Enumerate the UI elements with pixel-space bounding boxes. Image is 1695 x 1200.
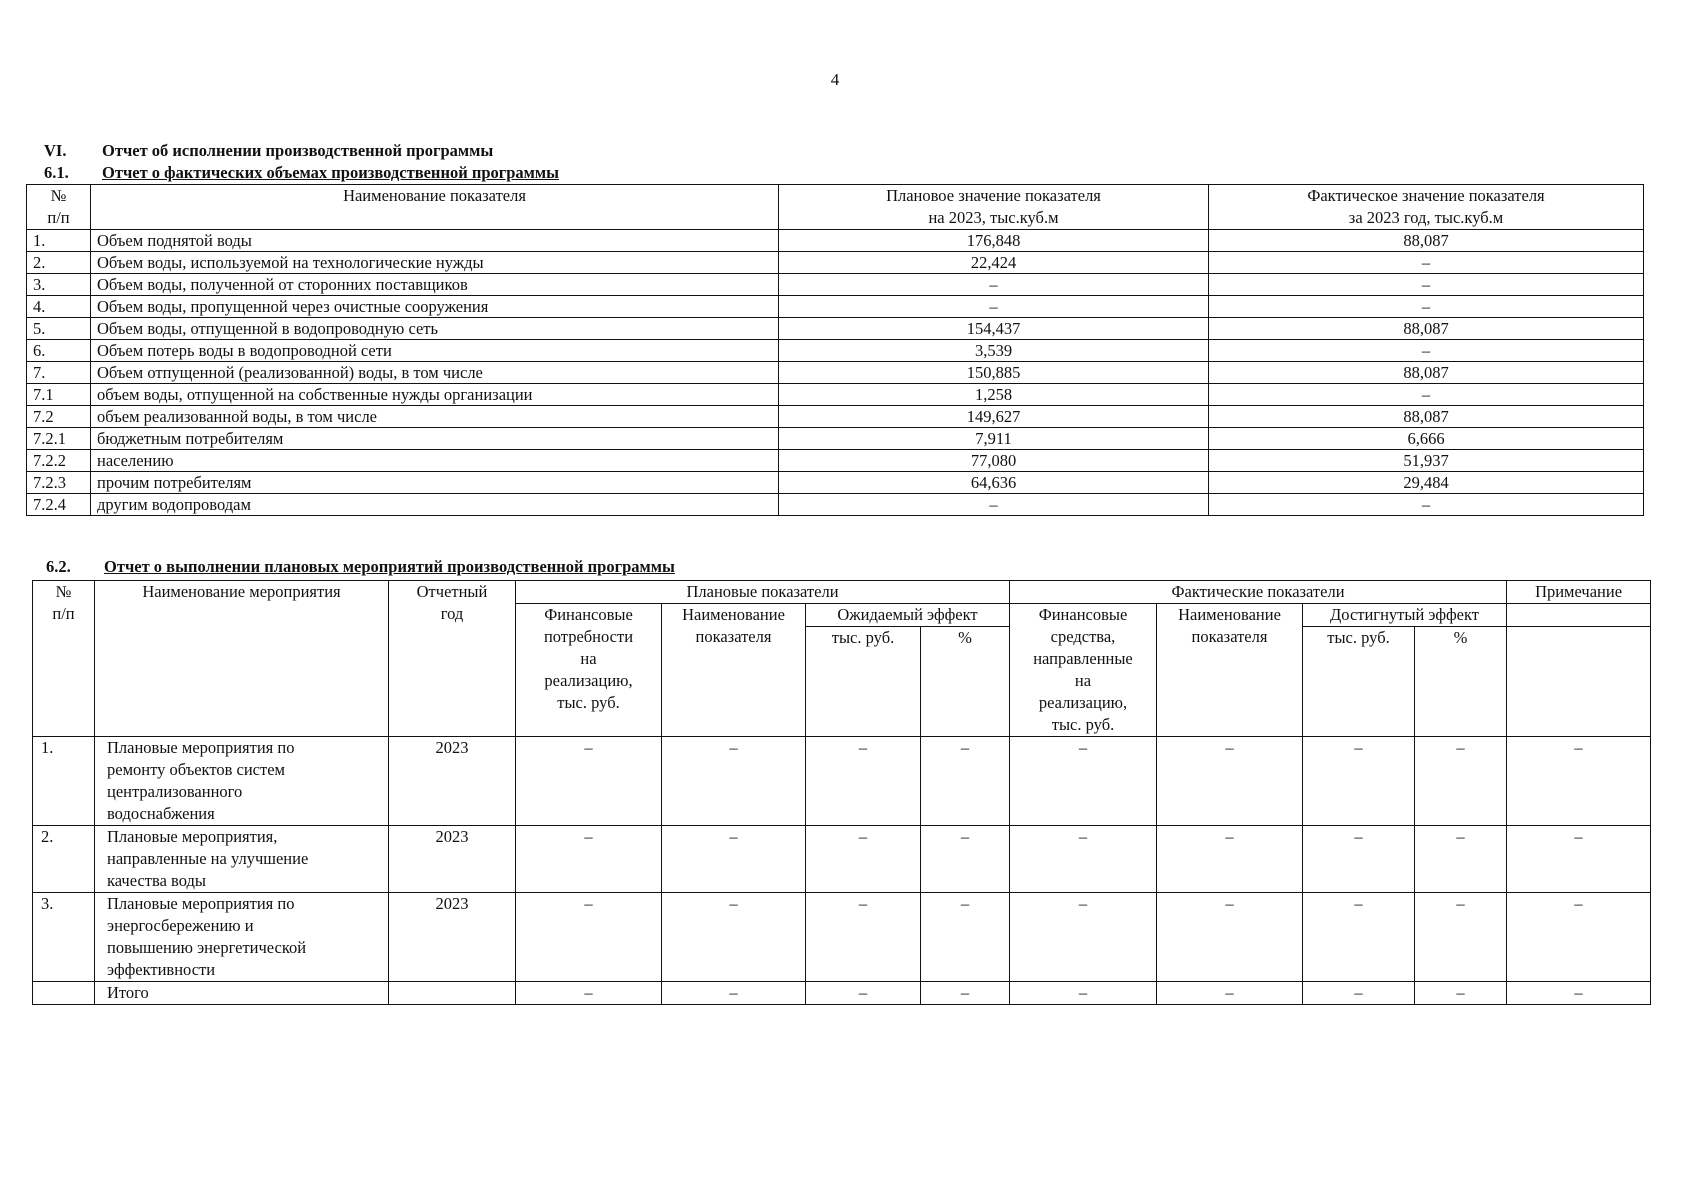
header-note-blank (1507, 627, 1651, 737)
header-expected-pct: % (921, 627, 1010, 737)
plan-financial: – (516, 982, 662, 1005)
plan-value: 3,539 (779, 340, 1209, 362)
row-number (33, 982, 95, 1005)
fact-value: – (1209, 384, 1644, 406)
plan-indicator: – (662, 982, 806, 1005)
header-num: № п/п (27, 185, 91, 230)
row-number: 2. (33, 826, 95, 893)
row-number: 3. (33, 893, 95, 982)
fact-value: – (1209, 494, 1644, 516)
fact-indicator: – (1157, 893, 1303, 982)
section-number: 6.2. (46, 557, 71, 576)
section-number: 6.1. (44, 163, 69, 182)
expected-rub: – (806, 737, 921, 826)
header-achieved-effect: Достигнутый эффект (1303, 604, 1507, 627)
plan-indicator: – (662, 737, 806, 826)
table-row (27, 318, 1644, 340)
achieved-pct: – (1415, 737, 1507, 826)
row-number: 2. (27, 252, 91, 274)
row-number: 5. (27, 318, 91, 340)
fact-indicator: – (1157, 982, 1303, 1005)
section-heading-6-1 (44, 163, 559, 183)
table-row (27, 362, 1644, 384)
plan-value: 176,848 (779, 230, 1209, 252)
section-heading-6 (44, 141, 493, 161)
header-fact-value: Фактическое значение показателя за 2023 год, тыс.куб.м (1209, 185, 1644, 230)
table-row (27, 252, 1644, 274)
indicator-name: объем воды, отпущенной на собственные нужды организации (91, 384, 779, 406)
row-number: 7. (27, 362, 91, 384)
report-year: 2023 (389, 893, 516, 982)
header-fact-indicator: Наименование показателя (1157, 604, 1303, 737)
table-row (33, 826, 1651, 893)
fact-financial: – (1010, 826, 1157, 893)
fact-value: – (1209, 296, 1644, 318)
plan-value: – (779, 296, 1209, 318)
fact-value: – (1209, 274, 1644, 296)
measure-name: Плановые мероприятия по энергосбережению и повышению энергетической эффективности (95, 893, 389, 982)
plan-value: 22,424 (779, 252, 1209, 274)
report-year (389, 982, 516, 1005)
note: – (1507, 737, 1651, 826)
achieved-rub: – (1303, 982, 1415, 1005)
fact-value: 51,937 (1209, 450, 1644, 472)
indicator-name: населению (91, 450, 779, 472)
note: – (1507, 826, 1651, 893)
plan-value: 1,258 (779, 384, 1209, 406)
indicator-name: Объем поднятой воды (91, 230, 779, 252)
section-title: Отчет о выполнении плановых мероприятий производственной программы (104, 557, 675, 576)
indicator-name: прочим потребителям (91, 472, 779, 494)
plan-value: 7,911 (779, 428, 1209, 450)
header-note: Примечание (1507, 581, 1651, 604)
report-year: 2023 (389, 826, 516, 893)
header-actual-group: Фактические показатели (1010, 581, 1507, 604)
section-title: Отчет об исполнении производственной программы (102, 141, 494, 160)
header-expected-effect: Ожидаемый эффект (806, 604, 1010, 627)
plan-financial: – (516, 826, 662, 893)
indicator-name: Объем воды, отпущенной в водопроводную сеть (91, 318, 779, 340)
header-expected-rub: тыс. руб. (806, 627, 921, 737)
fact-financial: – (1010, 737, 1157, 826)
fact-value: – (1209, 252, 1644, 274)
header-achieved-rub: тыс. руб. (1303, 627, 1415, 737)
row-number: 7.2.4 (27, 494, 91, 516)
header-plan-indicator: Наименование показателя (662, 604, 806, 737)
indicator-name: Объем потерь воды в водопроводной сети (91, 340, 779, 362)
measures-table (32, 580, 1651, 1005)
plan-value: 64,636 (779, 472, 1209, 494)
indicator-name: объем реализованной воды, в том числе (91, 406, 779, 428)
row-number: 4. (27, 296, 91, 318)
achieved-rub: – (1303, 737, 1415, 826)
table-row (27, 384, 1644, 406)
note: – (1507, 982, 1651, 1005)
section-title: Отчет о фактических объемах производственной программы (102, 163, 560, 182)
indicator-name: Объем воды, пропущенной через очистные сооружения (91, 296, 779, 318)
expected-pct: – (921, 982, 1010, 1005)
table-row (27, 296, 1644, 318)
fact-value: 88,087 (1209, 406, 1644, 428)
section-number: VI. (44, 141, 67, 160)
fact-indicator: – (1157, 826, 1303, 893)
table-row (27, 428, 1644, 450)
header-num: № п/п (33, 581, 95, 737)
fact-value: 88,087 (1209, 362, 1644, 384)
measures-header-row-1 (33, 581, 1651, 604)
indicator-name: Объем воды, используемой на технологические нужды (91, 252, 779, 274)
section-heading-6-2 (46, 557, 675, 577)
note: – (1507, 893, 1651, 982)
plan-value: – (779, 274, 1209, 296)
row-number: 1. (33, 737, 95, 826)
row-number: 7.1 (27, 384, 91, 406)
table-row (27, 274, 1644, 296)
plan-value: – (779, 494, 1209, 516)
fact-value: – (1209, 340, 1644, 362)
fact-financial: – (1010, 893, 1157, 982)
header-fact-financial: Финансовые средства, направленные на реализацию, тыс. руб. (1010, 604, 1157, 737)
row-number: 7.2.3 (27, 472, 91, 494)
page-number: 4 (830, 70, 840, 89)
fact-indicator: – (1157, 737, 1303, 826)
fact-value: 29,484 (1209, 472, 1644, 494)
header-indicator: Наименование показателя (91, 185, 779, 230)
header-year: Отчетный год (389, 581, 516, 737)
header-note-blank (1507, 604, 1651, 627)
table-row (27, 494, 1644, 516)
plan-value: 149,627 (779, 406, 1209, 428)
table-row (27, 340, 1644, 362)
plan-financial: – (516, 893, 662, 982)
achieved-pct: – (1415, 893, 1507, 982)
expected-pct: – (921, 893, 1010, 982)
expected-pct: – (921, 826, 1010, 893)
table-row (33, 737, 1651, 826)
row-number: 7.2.1 (27, 428, 91, 450)
volumes-table-header (27, 185, 1644, 230)
achieved-rub: – (1303, 826, 1415, 893)
fact-value: 88,087 (1209, 230, 1644, 252)
achieved-pct: – (1415, 826, 1507, 893)
plan-value: 154,437 (779, 318, 1209, 340)
indicator-name: Объем отпущенной (реализованной) воды, в том числе (91, 362, 779, 384)
header-planned-group: Плановые показатели (516, 581, 1010, 604)
measure-name: Плановые мероприятия, направленные на улучшение качества воды (95, 826, 389, 893)
plan-value: 150,885 (779, 362, 1209, 384)
table-row (27, 450, 1644, 472)
header-plan-financial: Финансовые потребности на реализацию, тыс. руб. (516, 604, 662, 737)
table-row (33, 893, 1651, 982)
expected-rub: – (806, 826, 921, 893)
header-measure-name: Наименование мероприятия (95, 581, 389, 737)
row-number: 1. (27, 230, 91, 252)
indicator-name: Объем воды, полученной от сторонних поставщиков (91, 274, 779, 296)
plan-indicator: – (662, 893, 806, 982)
header-plan-value: Плановое значение показателя на 2023, тыс.куб.м (779, 185, 1209, 230)
plan-financial: – (516, 737, 662, 826)
indicator-name: другим водопроводам (91, 494, 779, 516)
fact-value: 6,666 (1209, 428, 1644, 450)
achieved-rub: – (1303, 893, 1415, 982)
plan-value: 77,080 (779, 450, 1209, 472)
expected-pct: – (921, 737, 1010, 826)
table-row (27, 472, 1644, 494)
measure-name: Плановые мероприятия по ремонту объектов систем централизованного водоснабжения (95, 737, 389, 826)
row-number: 7.2.2 (27, 450, 91, 472)
achieved-pct: – (1415, 982, 1507, 1005)
total-row (33, 982, 1651, 1005)
row-number: 3. (27, 274, 91, 296)
row-number: 7.2 (27, 406, 91, 428)
row-number: 6. (27, 340, 91, 362)
indicator-name: бюджетным потребителям (91, 428, 779, 450)
plan-indicator: – (662, 826, 806, 893)
total-label: Итого (95, 982, 389, 1005)
report-year: 2023 (389, 737, 516, 826)
expected-rub: – (806, 893, 921, 982)
expected-rub: – (806, 982, 921, 1005)
header-achieved-pct: % (1415, 627, 1507, 737)
table-row (27, 406, 1644, 428)
volumes-table (26, 184, 1644, 516)
fact-value: 88,087 (1209, 318, 1644, 340)
table-row (27, 230, 1644, 252)
fact-financial: – (1010, 982, 1157, 1005)
